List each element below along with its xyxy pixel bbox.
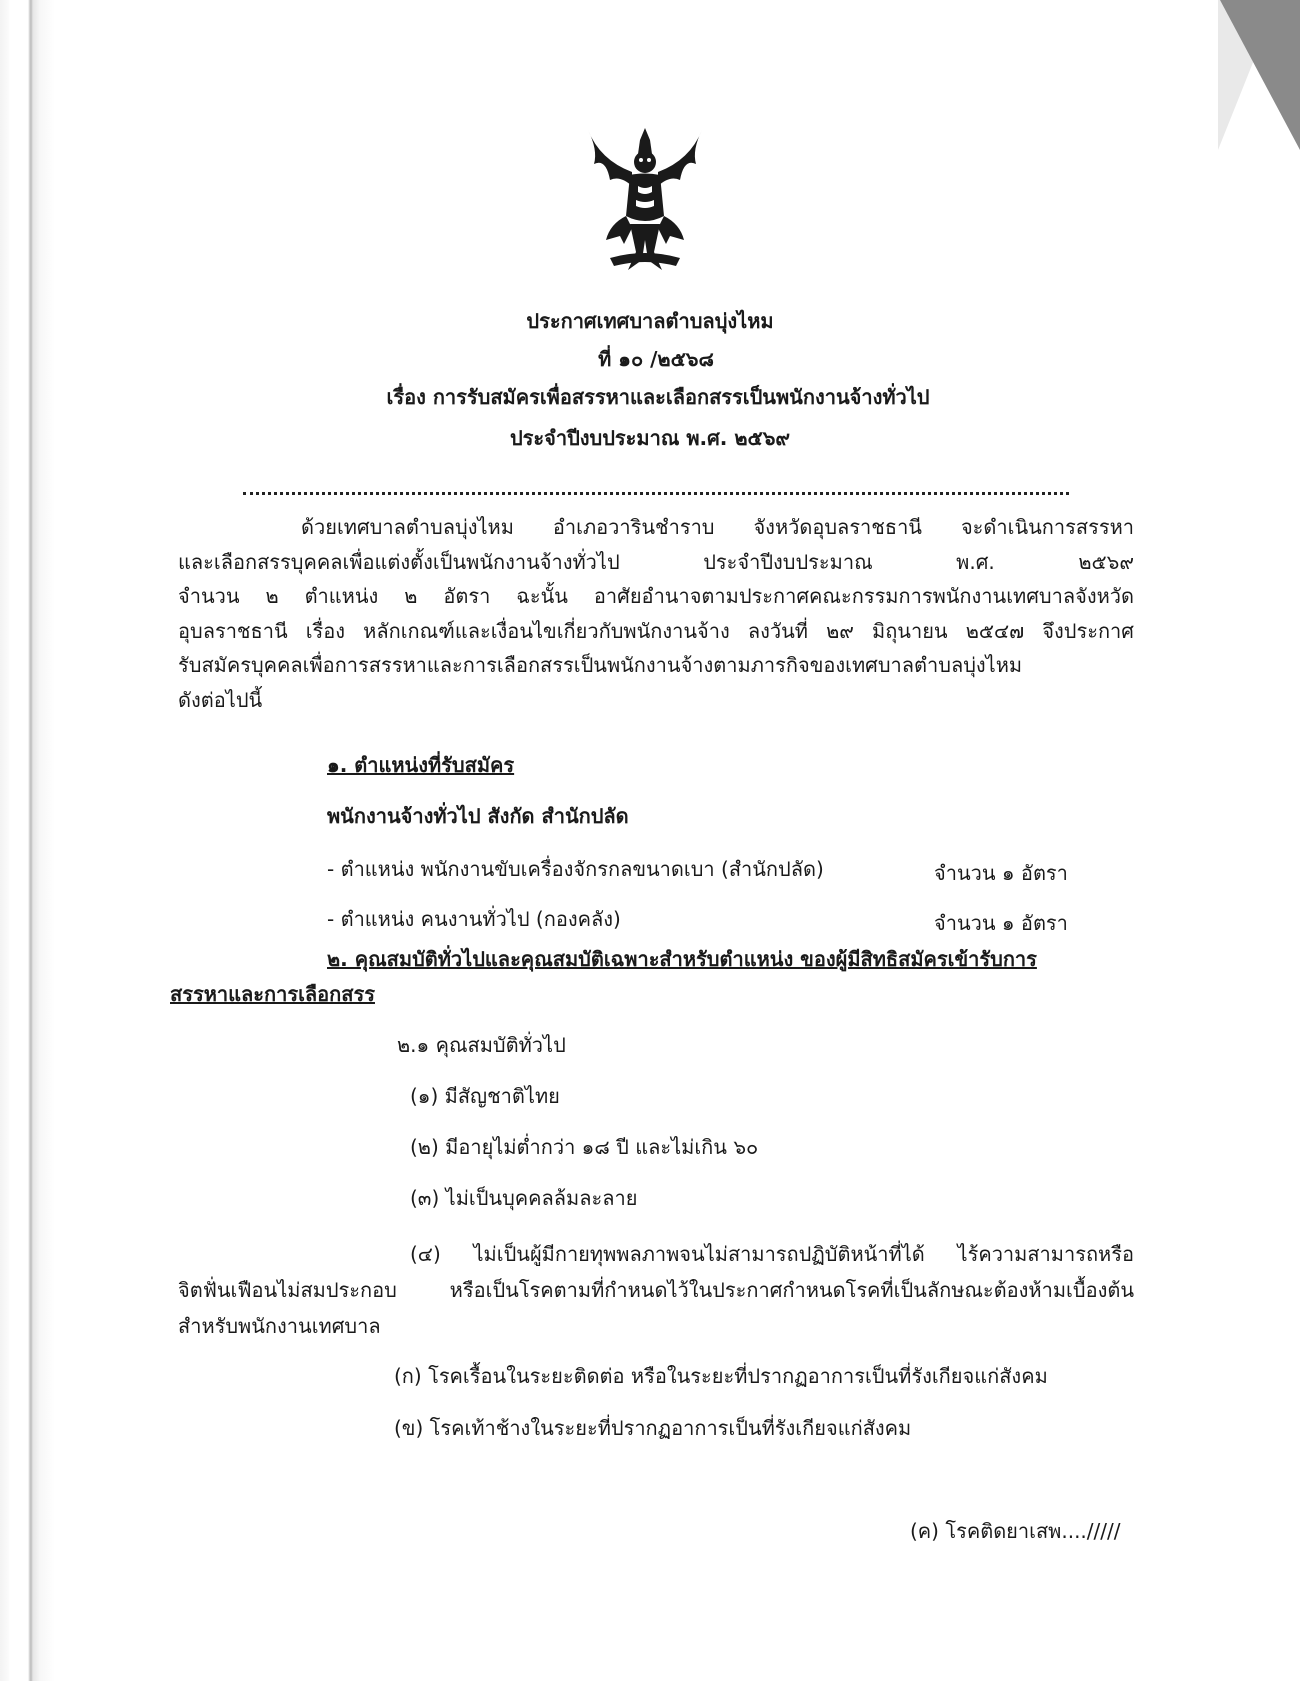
qualification-item: (๓) ไม่เป็นบุคคลล้มละลาย <box>410 1186 638 1210</box>
item-4-line: (๔) ไม่เป็นผู้มีกายทุพพลภาพจนไม่สามารถปฏิบัติหน้าที่ได้ ไร้ความสามารถหรือ <box>410 1242 1134 1266</box>
fiscal-year: ประจำปีงบประมาณ พ.ศ. ๒๕๖๙ <box>509 426 791 450</box>
garuda-emblem <box>580 120 710 280</box>
disease-item: (ก) โรคเรื้อนในระยะติดต่อ หรือในระยะที่ปรากฏอาการเป็นที่รังเกียจแก่สังคม <box>394 1364 1048 1388</box>
position-count: จำนวน ๑ อัตรา <box>934 861 1068 885</box>
folded-corner <box>1220 0 1300 150</box>
section-2-1-heading: ๒.๑ คุณสมบัติทั่วไป <box>397 1033 566 1057</box>
intro-line: อุบลราชธานี เรื่อง หลักเกณฑ์และเงื่อนไขเกี่ยวกับพนักงานจ้าง ลงวันที่ ๒๙ มิถุนายน ๒๕๔๗ จึงประกาศ <box>178 618 1134 643</box>
intro-line: ด้วยเทศบาลตำบลบุ่งไหม อำเภอวารินชำราบ จังหวัดอุบลราชธานี จะดำเนินการสรรหา <box>301 515 1134 539</box>
disease-item: (ข) โรคเท้าช้างในระยะที่ปรากฏอาการเป็นที่รังเกียจแก่สังคม <box>394 1416 912 1440</box>
section-2-heading: ๒. คุณสมบัติทั่วไปและคุณสมบัติเฉพาะสำหรับตำแหน่ง ของผู้มีสิทธิสมัครเข้ารับการ <box>327 947 1037 971</box>
dotted-divider <box>243 492 1069 495</box>
intro-line: ดังต่อไปนี้ <box>178 687 263 712</box>
announcement-number: ที่ ๑๐ /๒๕๖๘ <box>598 347 714 371</box>
section-2-heading-cont: สรรหาและการเลือกสรร <box>170 982 375 1006</box>
scan-left-edge <box>0 0 55 1681</box>
qualification-item: (๒) มีอายุไม่ต่ำกว่า ๑๘ ปี และไม่เกิน ๖๐ <box>410 1135 759 1159</box>
intro-line: จำนวน ๒ ตำแหน่ง ๒ อัตรา ฉะนั้น อาศัยอำนาจตามประกาศคณะกรรมการพนักงานเทศบาลจังหวัด <box>178 584 1134 608</box>
position-title: - ตำแหน่ง พนักงานขับเครื่องจักรกลขนาดเบา (สำนักปลัด) <box>327 857 824 881</box>
position-title: - ตำแหน่ง คนงานทั่วไป (กองคลัง) <box>327 907 621 931</box>
continuation-note: (ค) โรคติดยาเสพ....///// <box>910 1519 1121 1543</box>
announcement-subject: เรื่อง การรับสมัครเพื่อสรรหาและเลือกสรรเป็นพนักงานจ้างทั่วไป <box>386 385 930 409</box>
section-1-heading: ๑. ตำแหน่งที่รับสมัคร <box>327 753 515 777</box>
position-count: จำนวน ๑ อัตรา <box>934 911 1068 935</box>
item-4-line: จิตฟั่นเฟือนไม่สมประกอบ หรือเป็นโรคตามที่กำหนดไว้ในประกาศกำหนดโรคที่เป็นลักษณะต้องห้ามเบื้องต้น <box>178 1278 1134 1302</box>
intro-line: รับสมัครบุคคลเพื่อการสรรหาและการเลือกสรรเป็นพนักงานจ้างตามภารกิจของเทศบาลตำบลบุ่งไหม <box>178 653 1023 677</box>
qualification-item-4 <box>178 1236 1134 1344</box>
item-4-line: สำหรับพนักงานเทศบาล <box>178 1314 381 1338</box>
qualification-item: (๑) มีสัญชาติไทย <box>410 1084 560 1108</box>
intro-paragraph <box>178 510 1134 717</box>
section-1-subheading: พนักงานจ้างทั่วไป สังกัด สำนักปลัด <box>327 804 629 828</box>
announcement-title: ประกาศเทศบาลตำบลบุ่งไหม <box>526 309 774 333</box>
intro-line: และเลือกสรรบุคคลเพื่อแต่งตั้งเป็นพนักงานจ้างทั่วไป ประจำปีงบประมาณ พ.ศ. ๒๕๖๙ <box>178 549 1134 574</box>
